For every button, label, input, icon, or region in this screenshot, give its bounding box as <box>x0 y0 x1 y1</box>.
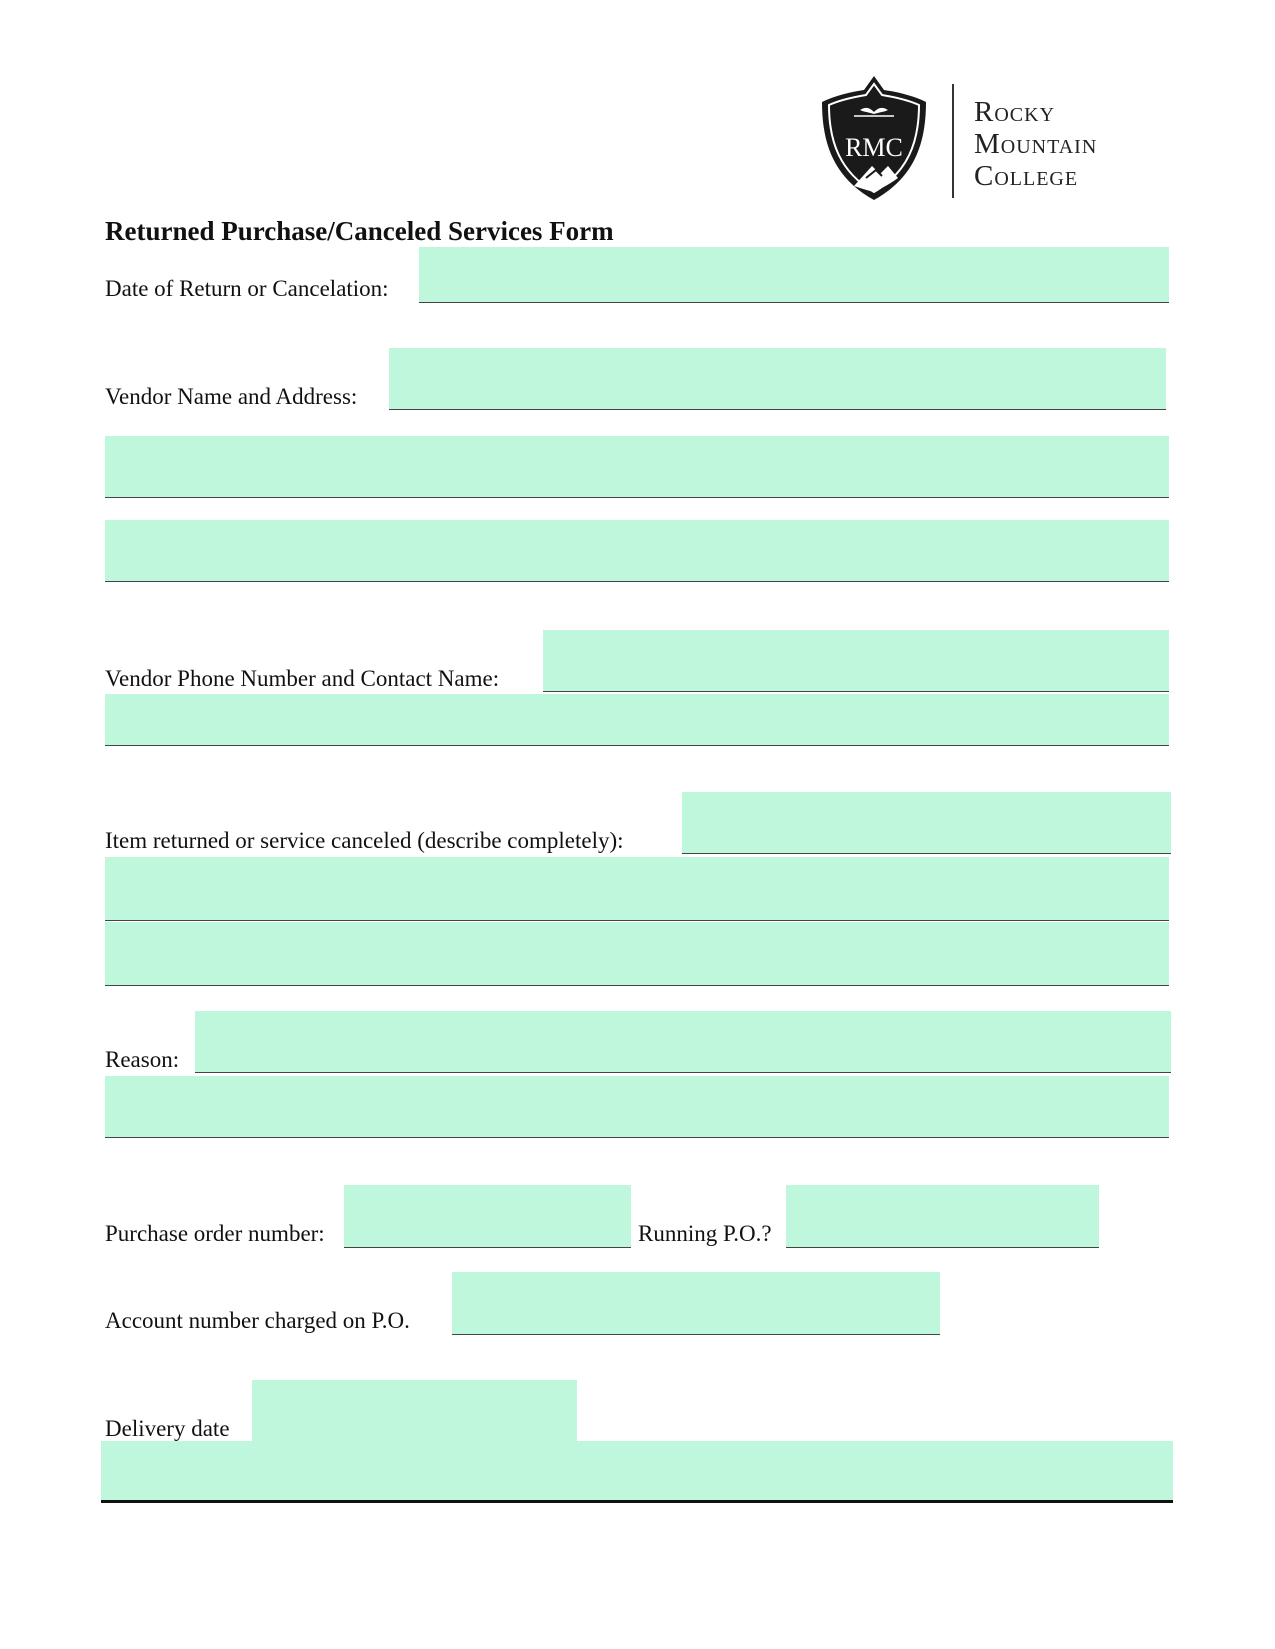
item-returned-field-1[interactable] <box>682 792 1171 854</box>
shield-crest-icon <box>818 74 930 202</box>
vendor-name-address-field-1[interactable] <box>389 348 1166 410</box>
reason-field-1[interactable] <box>195 1011 1171 1073</box>
vendor-phone-contact-field-1[interactable] <box>543 630 1169 692</box>
form-title: Returned Purchase/Canceled Services Form <box>105 216 614 246</box>
svg-text:RMC: RMC <box>845 133 903 162</box>
vendor-name-address-label: Vendor Name and Address: <box>105 384 358 409</box>
college-name-line-1: Rocky <box>974 96 1056 128</box>
item-returned-field-2[interactable] <box>105 857 1169 921</box>
po-number-field[interactable] <box>344 1185 631 1248</box>
account-number-field[interactable] <box>452 1272 940 1335</box>
reason-label: Reason: <box>105 1047 180 1072</box>
vendor-phone-contact-label: Vendor Phone Number and Contact Name: <box>105 666 500 691</box>
reason-field-2[interactable] <box>105 1076 1169 1138</box>
po-number-label: Purchase order number: <box>105 1221 325 1246</box>
delivery-date-label: Delivery date <box>105 1416 230 1441</box>
account-number-label: Account number charged on P.O. <box>105 1308 410 1333</box>
vendor-name-address-field-2[interactable] <box>105 436 1169 498</box>
vendor-name-address-field-3[interactable] <box>105 520 1169 582</box>
college-logo <box>818 74 930 202</box>
item-returned-field-3[interactable] <box>105 922 1169 986</box>
delivery-date-extra-field[interactable] <box>101 1441 1173 1503</box>
college-name-line-2: Mountain <box>974 128 1098 160</box>
date-of-return-field[interactable] <box>419 247 1169 303</box>
running-po-field[interactable] <box>786 1185 1099 1248</box>
vendor-phone-contact-field-2[interactable] <box>105 694 1169 746</box>
logo-divider <box>952 84 954 198</box>
college-name <box>974 96 1097 192</box>
college-name-line-3: College <box>974 160 1079 192</box>
delivery-date-field[interactable] <box>252 1380 577 1441</box>
date-of-return-label: Date of Return or Cancelation: <box>105 276 389 301</box>
item-returned-label: Item returned or service canceled (describe completely): <box>105 828 624 853</box>
running-po-label: Running P.O.? <box>638 1221 772 1246</box>
